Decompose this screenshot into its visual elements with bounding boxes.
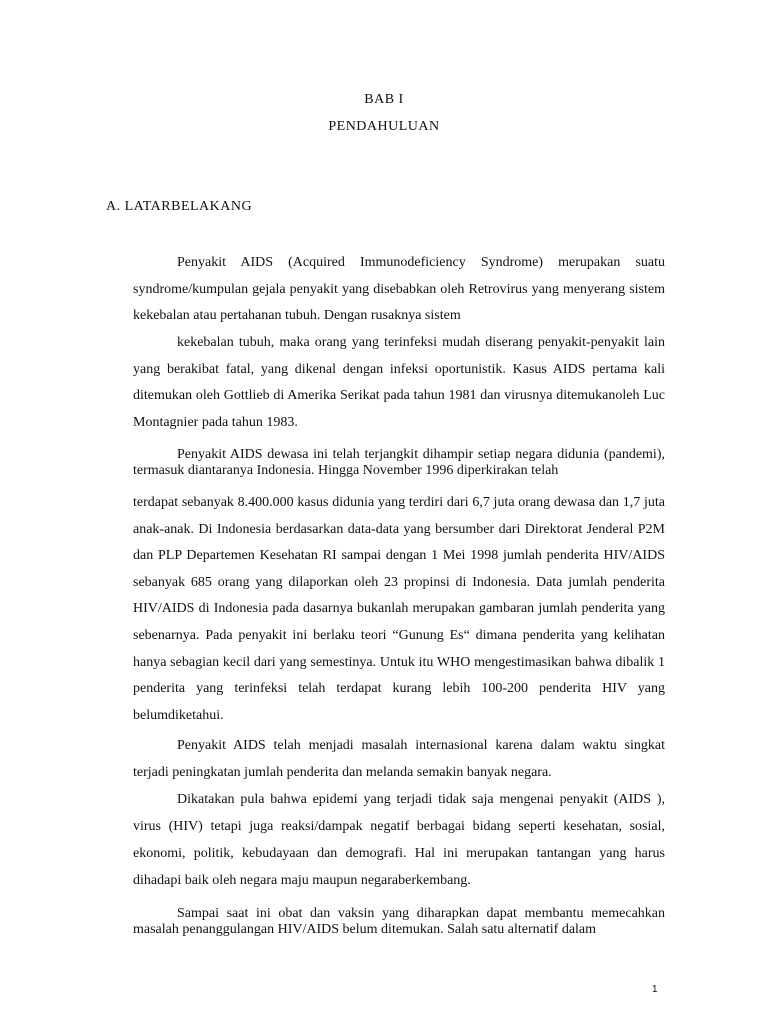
paragraph-5: Penyakit AIDS telah menjadi masalah internasional karena dalam waktu singkat terjadi peningkatan jumlah penderita dan melanda semakin banyak negara. bbox=[133, 738, 665, 780]
paragraph-4: terdapat sebanyak 8.400.000 kasus didunia yang terdiri dari 6,7 juta orang dewasa dan 1,7 juta anak-anak. Di Indonesia berdasarkan data-data yang bersumber dari Direktorat Jenderal P2M dan PLP Departemen Kesehatan RI sampai dengan 1 Mei 1998 jumlah penderita HIV/AIDS sebanyak 685 orang yang dilaporkan oleh 23 propinsi di Indonesia. Data jumlah penderita HIV/AIDS di Indonesia pada dasarnya bukanlah merupakan gambaran jumlah penderita yang sebenarnya. Pada penyakit ini berlaku teori “Gunung Es“ dimana penderita yang kelihatan hanya sebagian kecil dari yang semestinya. Untuk itu WHO mengestimasikan bahwa dibalik 1 penderita yang terinfeksi telah terdapat kurang lebih 100-200 penderita HIV yang belumdiketahui. bbox=[133, 495, 665, 723]
page-number: 1 bbox=[652, 984, 658, 995]
paragraph-6: Dikatakan pula bahwa epidemi yang terjadi tidak saja mengenai penyakit (AIDS ), virus (HIV) tetapi juga reaksi/dampak negatif berbagai bidang seperti kesehatan, sosial, ekonomi, politik, kebudayaan dan demografi. Hal ini merupakan tantangan yang harus dihadapi baik oleh negara maju maupun negaraberkembang. bbox=[133, 792, 665, 888]
section-heading: A. LATARBELAKANG bbox=[106, 199, 253, 214]
chapter-title: PENDAHULUAN bbox=[328, 119, 440, 134]
paragraph-3: Penyakit AIDS dewasa ini telah terjangkit dihampir setiap negara didunia (pandemi), termasuk diantaranya Indonesia. Hingga November 1996 diperkirakan telah bbox=[133, 447, 665, 478]
paragraph-1: Penyakit AIDS (Acquired Immunodeficiency Syndrome) merupakan suatu syndrome/kumpulan gejala penyakit yang disebabkan oleh Retrovirus yang menyerang sistem kekebalan atau pertahanan tubuh. Dengan rusaknya sistem bbox=[133, 255, 665, 323]
chapter-number: BAB I bbox=[364, 92, 404, 107]
paragraph-2: kekebalan tubuh, maka orang yang terinfeksi mudah diserang penyakit-penyakit lain yang berakibat fatal, yang dikenal dengan infeksi oportunistik. Kasus AIDS pertama kali ditemukan oleh Gottlieb di Amerika Serikat pada tahun 1981 dan virusnya ditemukanoleh Luc Montagnier pada tahun 1983. bbox=[133, 335, 665, 430]
paragraph-7: Sampai saat ini obat dan vaksin yang diharapkan dapat membantu memecahkan masalah penanggulangan HIV/AIDS belum ditemukan. Salah satu alternatif dalam bbox=[133, 906, 665, 937]
